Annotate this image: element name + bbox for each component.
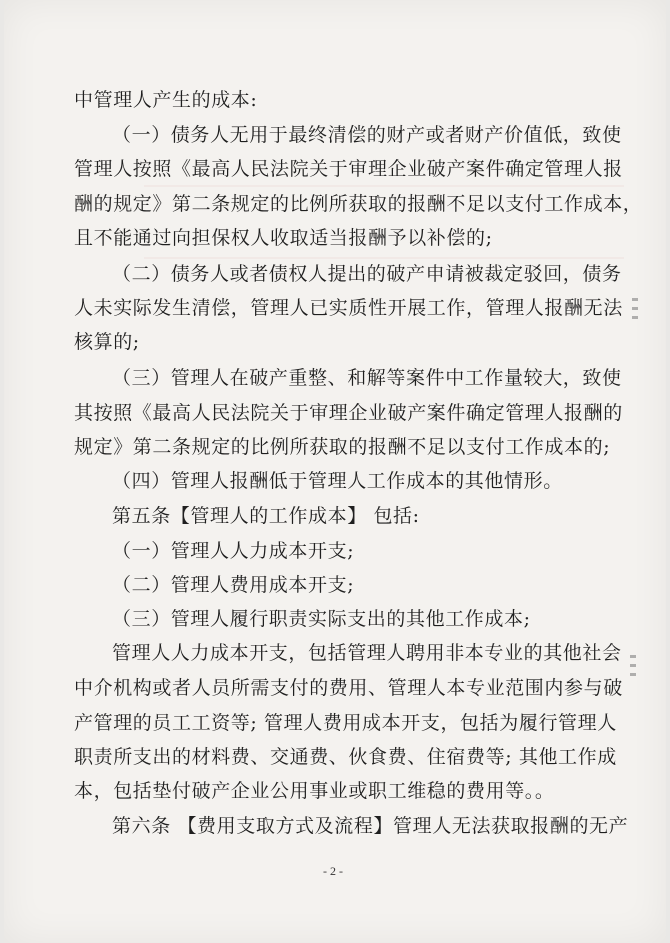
text-line: （四）管理人报酬低于管理人工作成本的其他情形。 xyxy=(112,470,563,492)
text-line: （二）管理人费用成本开支; xyxy=(112,574,355,596)
text-line: 管理人人力成本开支，包括管理人聘用非本专业的其他社会 xyxy=(112,642,622,664)
text-line: 人未实际发生清偿，管理人已实质性开展工作，管理人报酬无法 xyxy=(74,297,623,319)
document-page xyxy=(4,0,666,943)
scan-specks xyxy=(632,298,638,328)
text-line: 且不能通过向担保权人收取适当报酬予以补偿的; xyxy=(74,227,493,249)
text-line: 管理人按照《最高人民法院关于审理企业破产案件确定管理人报 xyxy=(74,158,623,180)
text-line: 第五条【管理人的工作成本】 包括: xyxy=(112,505,420,527)
text-line: （三）管理人履行职责实际支出的其他工作成本; xyxy=(112,608,531,630)
text-line: （三）管理人在破产重整、和解等案件中工作量较大，致使 xyxy=(112,367,622,389)
text-line: （一）管理人人力成本开支; xyxy=(112,540,355,562)
text-line: 规定》第二条规定的比例所获取的报酬不足以支付工作成本的; xyxy=(74,436,611,458)
text-line: 核算的; xyxy=(74,331,140,353)
text-line: （一）债务人无用于最终清偿的财产或者财产价值低，致使 xyxy=(112,124,622,146)
scan-specks xyxy=(630,655,636,690)
text-line: 其按照《最高人民法院关于审理企业破产案件确定管理人报酬的 xyxy=(74,402,623,424)
text-line: 产管理的员工工资等; 管理人费用成本开支，包括为履行管理人 xyxy=(74,712,617,734)
text-line: 酬的规定》第二条规定的比例所获取的报酬不足以支付工作成本， xyxy=(74,193,643,215)
text-line: 第六条 【费用支取方式及流程】管理人无法获取报酬的无产 xyxy=(112,815,629,837)
text-line: （二）债务人或者债权人提出的破产申请被裁定驳回，债务 xyxy=(112,263,622,285)
text-line: 职责所支出的材料费、交通费、伙食费、住宿费等; 其他工作成 xyxy=(74,746,617,768)
text-line: 本，包括垫付破产企业公用事业或职工维稳的费用等。。 xyxy=(74,780,555,802)
text-line: 中管理人产生的成本: xyxy=(74,89,258,111)
page-number: - 2 - xyxy=(323,864,343,878)
text-line: 中介机构或者人员所需支付的费用、管理人本专业范围内参与破 xyxy=(74,677,623,699)
